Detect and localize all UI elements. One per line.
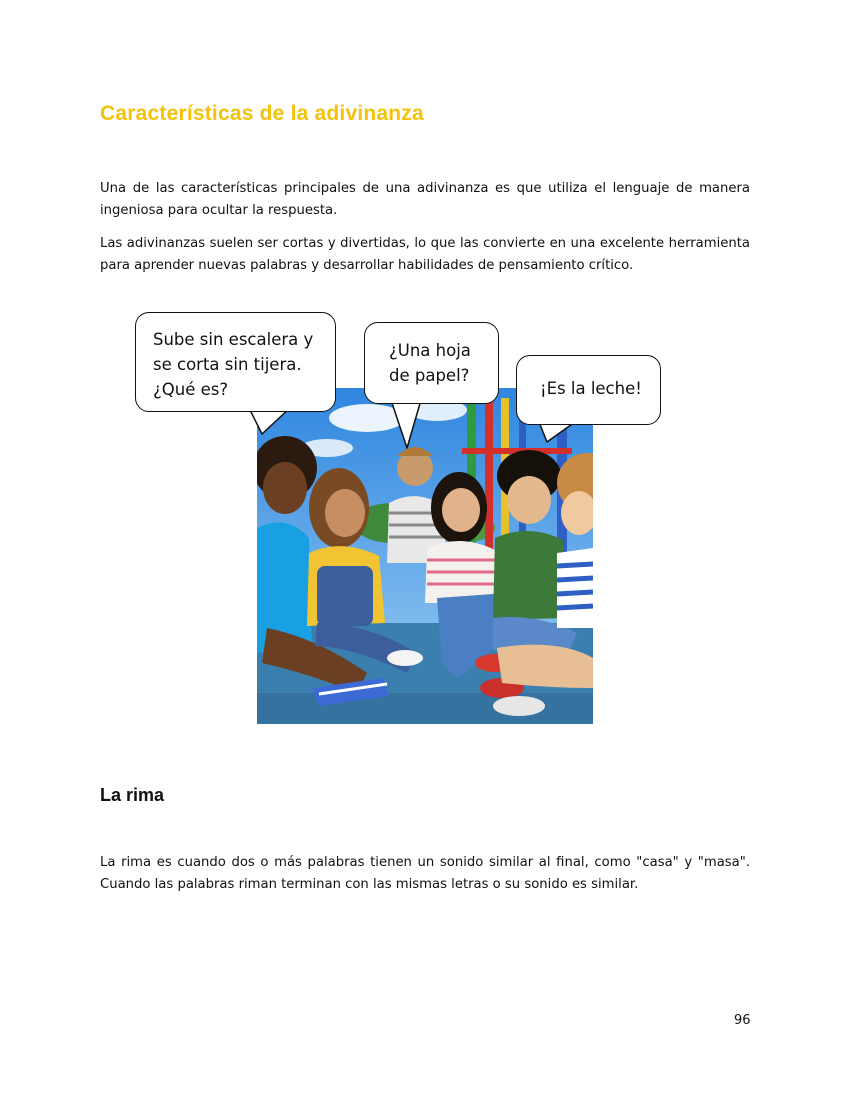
speech-bubble-riddle [135,312,336,412]
page-number: 96 [734,1013,751,1028]
answer-text: ¡Es la leche! [540,379,642,398]
bubble-tail-2 [385,398,435,452]
section-heading: Características de la adivinanza [100,102,424,125]
subheading-rhyme: La rima [100,785,165,805]
paragraph-short-fun: Las adivinanzas suelen ser cortas y divertidas, lo que las convierte en una excelente herramienta para aprender nuevas palabras y desarrollar habilidades de pensamiento crítico. [100,236,750,273]
speech-bubble-guess [364,322,499,404]
guess-text: ¿Una hoja de papel? [389,341,471,385]
paragraph-rhyme: La rima es cuando dos o más palabras tienen un sonido similar al final, como "casa" y "masa". Cuando las palabras riman terminan con las mismas letras o su sonido es similar. [100,855,750,892]
speech-bubble-answer [516,355,661,425]
paragraph-characteristics: Una de las características principales de una adivinanza es que utiliza el lenguaje de manera ingeniosa para ocultar la respuesta. [100,181,750,218]
riddle-text: Sube sin escalera y se corta sin tijera. ¿Qué es? [153,330,314,399]
